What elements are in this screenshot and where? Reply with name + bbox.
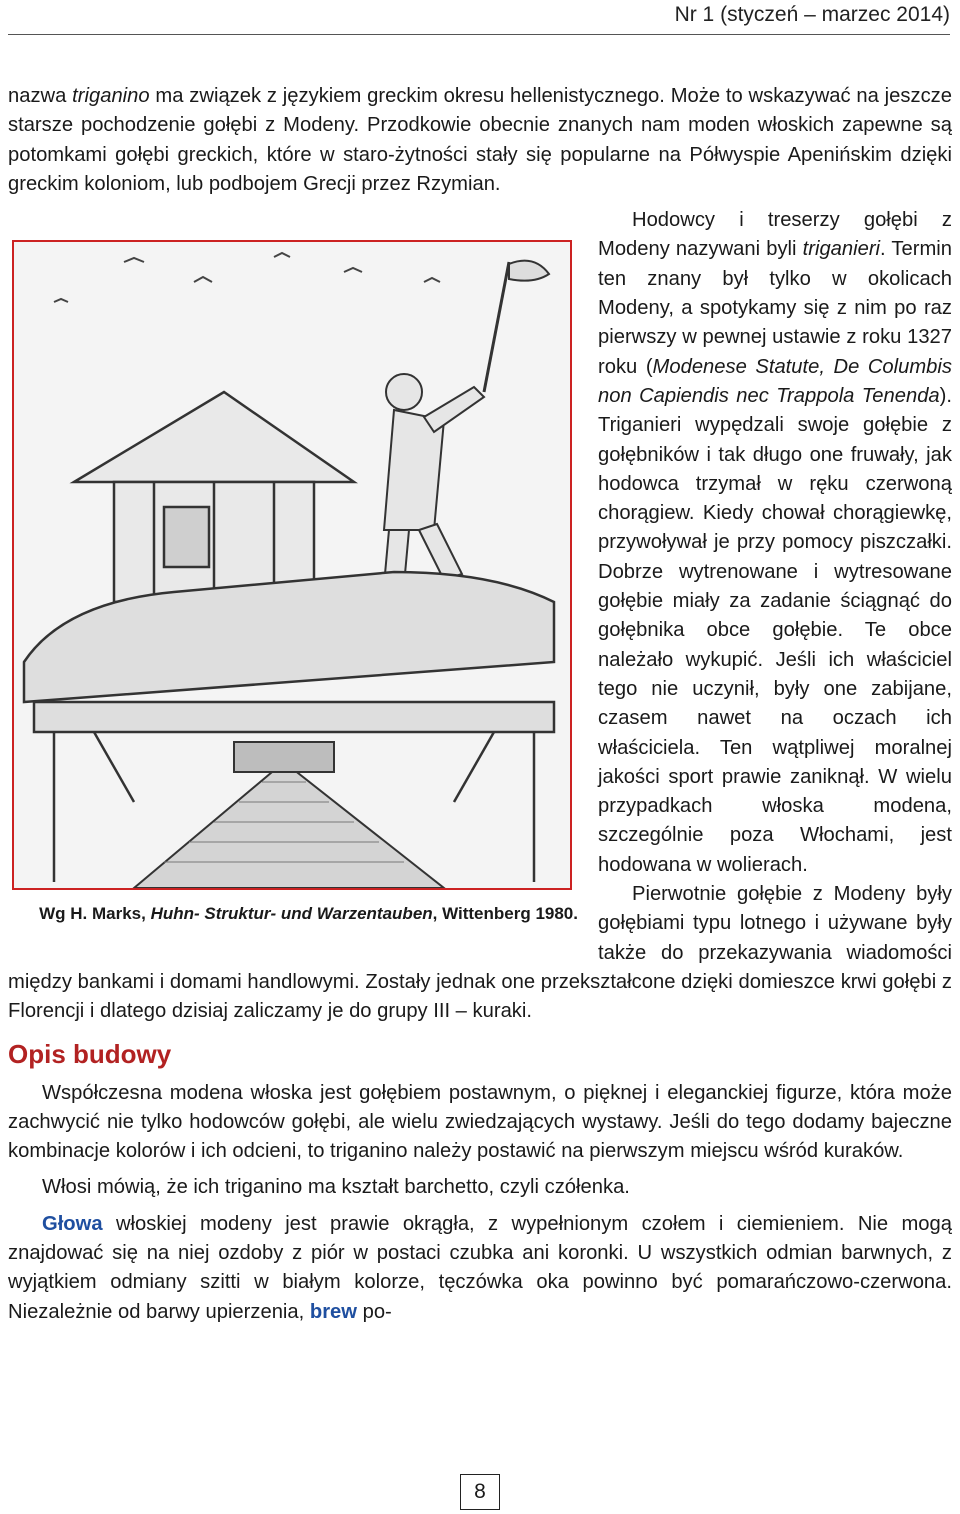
p1-text-1: nazwa	[8, 85, 73, 107]
p6-text-1: włoskiej modeny jest prawie okrągła, z wypełnionym czołem i ciemieniem. Nie mogą znajdować się na niej ozdoby z piór w postaci czubka ani koronki. U wszystkich odmian barwnych, z wyjątkiem odmiany szitti w białym kolorze, tęczówka oka powinno być pomarańczowo-czerwona. Niezależnie od barwy upierzenia,	[8, 1212, 952, 1323]
section-title: Opis budowy	[8, 1038, 172, 1069]
running-header	[8, 0, 950, 35]
p1-text-2: ma związek z językiem greckim okresu hellenistycznego. Może to wskazywać na jeszcze starsze pochodzenie gołębi z Modeny. Przodkowie obecnie znanych nam moden włoskich zapewne są potomkami gołębi greckich, które w staro-żytności stały się popularne na Półwyspie Apenińskim dzięki greckim koloniom, lub podbojem Grecji przez Rzymian.	[8, 85, 952, 195]
paragraph-5: Włosi mówią, że ich triganino ma kształt barchetto, czyli czółenka.	[42, 1176, 630, 1199]
p2-term: triganieri	[802, 238, 881, 261]
p2-statute: Modenese Statute, De Columbis non Capiendis nec Trappola Tenenda	[598, 355, 952, 407]
page-number: 8	[460, 1474, 500, 1510]
caption-book-title: Huhn- Struktur- und Warzentauben	[150, 904, 433, 924]
p2-text-2: . Termin ten znany był tylko w okolicach Modeny, a spotykamy się z nim po raz pierwszy w pewnej ustawie z roku 1327 roku (	[598, 238, 952, 378]
figure-caption	[38, 900, 578, 927]
figure-illustration	[12, 240, 572, 890]
paragraph-6	[8, 1210, 952, 1327]
pigeon-loft-drawing	[14, 242, 570, 888]
paragraph-4: Współczesna modena włoska jest gołębiem postawnym, o pięknej i eleganckiej figurze, która może zachwycić nie tylko hodowców gołębi, ale wielu zwiedzających wystawy. Jeśli do tego dodamy bajeczne kombinacje kolorów i ich odcieni, to triganino należy postawić na pierwszym miejscu wśród kuraków.	[8, 1081, 952, 1163]
paragraph-3: Pierwotnie gołębie z Modeny były gołębiami typu lotnego i używane były także do przekazywania wiadomości między bankami i domami handlowymi. Zostały jednak one przekształcone dzięki domieszce krwi gołębi z Florencji i dlatego dzisiaj zaliczamy je do grupy III – kuraki.	[8, 883, 952, 1023]
caption-author: Wg H. Marks,	[39, 904, 151, 924]
p2-text-1: Hodowcy i treserzy gołębi z Modeny nazywani byli	[598, 209, 952, 261]
p6-text-2: po-	[356, 1300, 392, 1323]
keyword-head: Głowa	[42, 1212, 103, 1235]
paragraph-1	[8, 82, 952, 199]
caption-publication: , Wittenberg 1980.	[432, 904, 578, 924]
header-title: Nr 1 (styczeń – marzec 2014)	[674, 3, 950, 26]
figure-block	[8, 206, 598, 962]
p2-text-3: ). Triganieri wypędzali swoje gołębie z gołębników i tak długo one fruwały, jak hodowca trzymał w ręku czerwoną chorągiew. Kiedy chował chorągiewkę, przywoływał je przy pomocy piszczałki. Dobrze wytrenowane i wytresowane gołębie miały za zadanie ściągnąć do gołębnika obce gołębie. Te obce należało wykupić. Jeśli ich właściciel tego nie uczynił, były one zabijane, czasem nawet na oczach ich właściciela. Ten wątpliwej moralnej jakości sport prawie zaniknął. W wielu przypadkach włoska modena, szczególnie poza Włochami, jest hodowana w wolierach.	[598, 384, 952, 876]
keyword-brow: brew	[309, 1300, 357, 1323]
p1-term: triganino	[72, 85, 150, 107]
article-body	[8, 82, 952, 1327]
